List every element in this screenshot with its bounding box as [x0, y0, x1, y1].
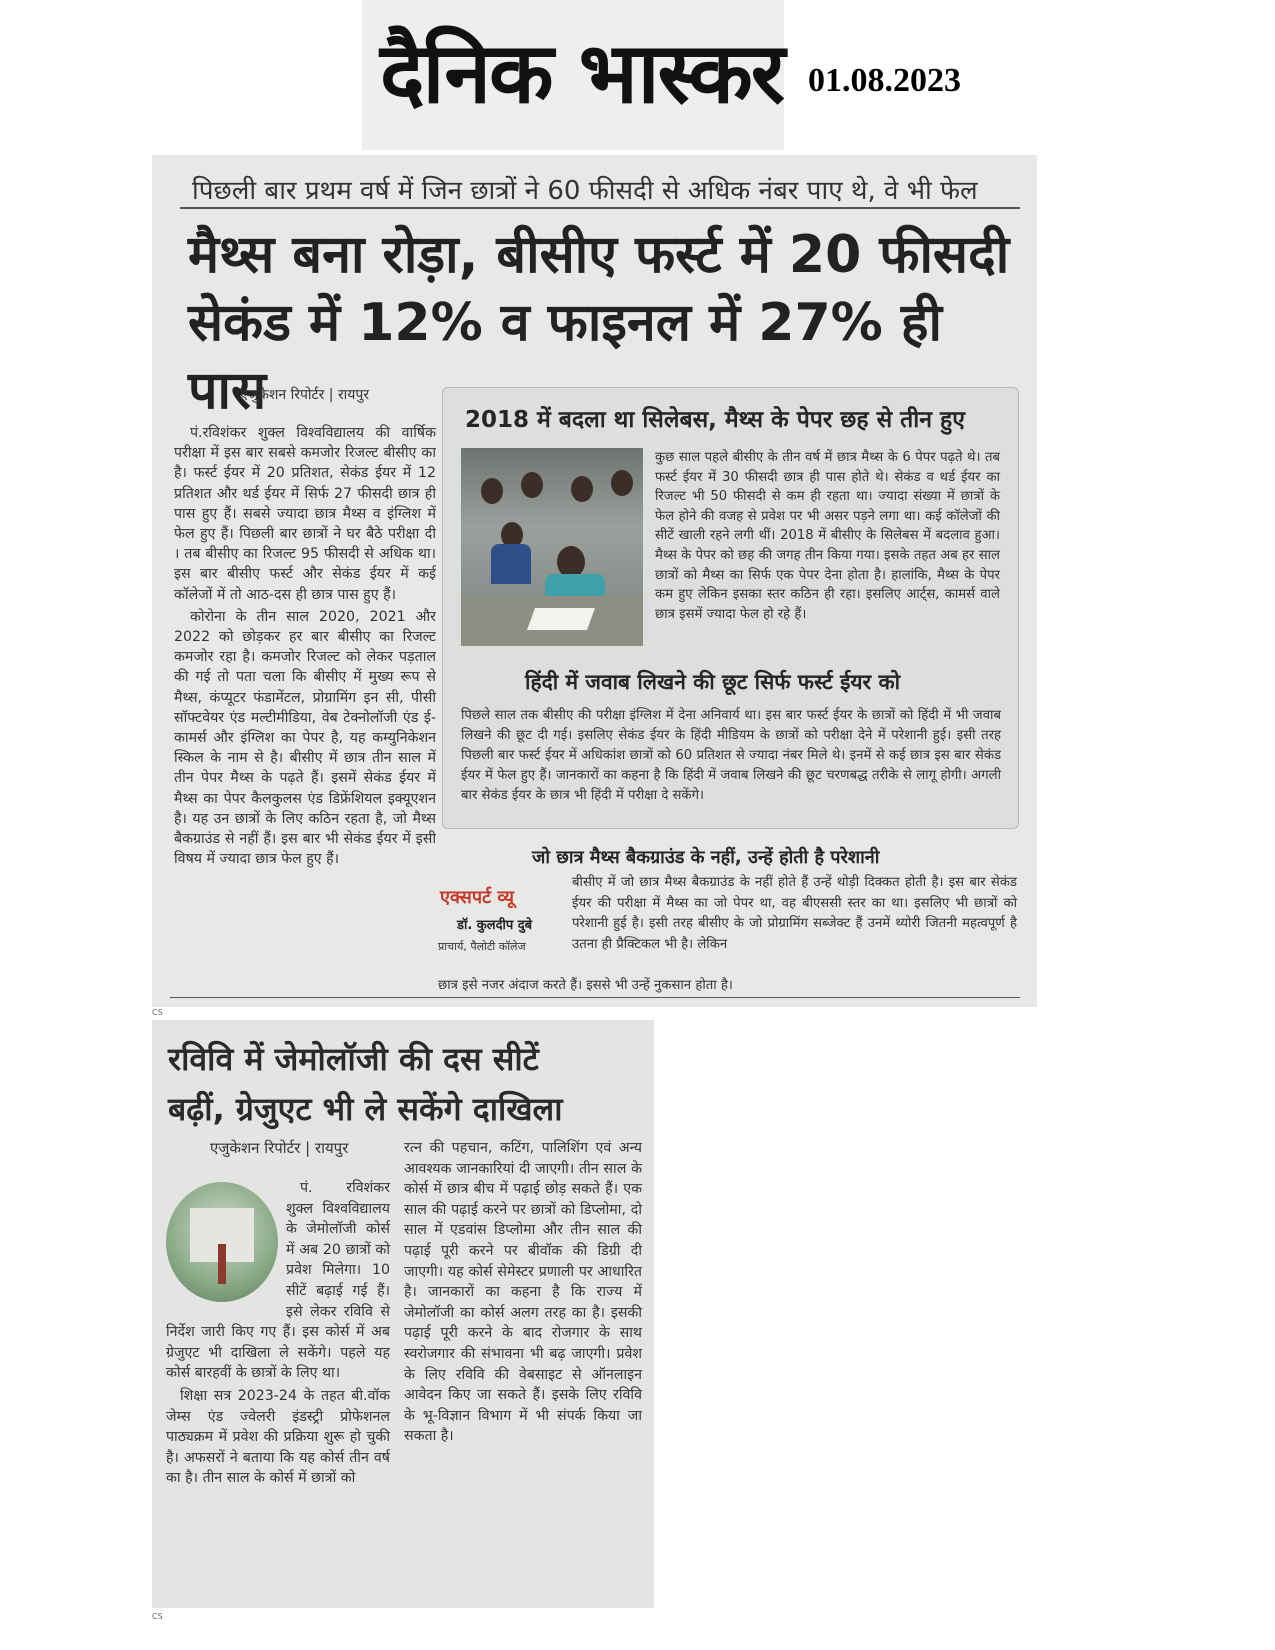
syllabus-box — [442, 387, 1019, 829]
maths-background-heading: जो छात्र मैथ्स बैकग्राउंड के नहीं, उन्हें होती है परेशानी — [532, 847, 880, 868]
hindi-heading: हिंदी में जवाब लिखने की छूट सिर्फ फर्स्ट ईयर को — [525, 670, 901, 694]
publication-date: 01.08.2023 — [808, 62, 961, 99]
paragraph: पं. रविशंकर शुक्ल विश्वविद्यालय के जेमोलॉजी कोर्स में अब 20 छात्रों को प्रवेश मिलेगा। 10 सीटें बढ़ाई गई हैं। इसे लेकर रविवि से निर्देश जारी किए गए हैं। इस कोर्स में अब ग्रेजुएट भी दाखिला ले सकेंगे। पहले यह कोर्स बारहवीं के छात्रों के लिए था। — [166, 1180, 390, 1382]
kicker: पिछली बार प्रथम वर्ष में जिन छात्रों ने 60 फीसदी से अधिक नंबर पाए थे, वे भी फेल — [192, 176, 978, 206]
headline-line-1: मैथ्स बना रोड़ा, बीसीए फर्स्ट में 20 फीसदी — [188, 225, 1010, 285]
news-clipping-gemology — [152, 1020, 654, 1608]
left-column — [166, 1178, 390, 1491]
byline: एजुकेशन रिपोर्टर | रायपुर — [210, 1139, 349, 1157]
headline-line-1: रविवि में जेमोलॉजी की दस सीटें — [168, 1040, 539, 1078]
paragraph: कोरोना के तीन साल 2020, 2021 और 2022 को छोड़कर हर बार बीसीए का रिजल्ट कमजोर रहा है। कमजोर रिजल्ट को लेकर पड़ताल की गई तो पता चला कि बीसीए में मुख्य रूप से मैथ्स, कंप्यूटर फंडामेंटल, प्रोग्रामिंग इन सी, पीसी सॉफ्टवेयर एंड मल्टीमीडिया, वेब टेक्नोलॉजी एंड ई-कामर्स और इंग्लिश का पेपर है, यह कम्युनिकेशन स्किल के नाम से है। बीसीए में छात्र तीन साल में तीन पेपर मैथ्स के पढ़ते हैं। इसमें सेकंड ईयर में मैथ्स का पेपर कैलकुलस एंड डिफ्रेंशियल इक्यूएशन है। यह उन छात्रों के लिए कठिन रहता है, जो मैथ्स बैकग्राउंड से नहीं हैं। इस बार भी सेकंड ईयर में इसी विषय में ज्यादा छात्र फेल हुए हैं। — [174, 608, 436, 868]
expert-name: डॉ. कुलदीप दुबे — [457, 918, 533, 933]
expert-body: बीसीए में जो छात्र मैथ्स बैकग्राउंड के नहीं होते हैं उन्हें थोड़ी दिक्कत होती है। इस बार सेकंड ईयर की परीक्षा में मैथ्स का जो पेपर था, वह बीएससी स्तर का था। इसलिए भी छात्रों को परेशानी हुई है। इसी तरह बीसीए के जो प्रोग्रामिंग सब्जेक्ट हैं उनमें थ्योरी जितनी महत्वपूर्ण है उतना ही प्रैक्टिकल भी है। लेकिन — [572, 875, 1017, 952]
byline: एजुकेशन रिपोर्टर | रायपुर — [240, 387, 370, 403]
syllabus-body: कुछ साल पहले बीसीए के तीन वर्ष में छात्र मैथ्स के 6 पेपर पढ़ते थे। तब फर्स्ट ईयर में 30 फीसदी छात्र ही पास होते थे। सेकंड व थर्ड ईयर का रिजल्ट भी 50 फीसदी से कम ही रहता था। ज्यादा संख्या में छात्रों के फेल होने की वजह से प्रवेश पर भी असर पड़ने लगा था। कई कॉलेजों की सीटें खाली रहने लगी थीं। 2018 में बीसीए के सिलेबस में बदलाव हुआ। मैथ्स के पेपर को छह की जगह तीन किया गया। इसके तहत अब हर साल छात्रों को मैथ्स का सिर्फ एक पेपर देना होता है। हालांकि, मैथ्स के पेपर कम हुए लेकिन इसका स्तर कठिन ही रहा। इसलिए आर्ट्स, कामर्स वाले छात्र इसमें ज्यादा फेल हो रहे हैं। — [655, 450, 1000, 622]
masthead — [362, 0, 784, 150]
scanner-mark: CS — [152, 1612, 163, 1621]
university-photo — [166, 1182, 278, 1302]
kicker-rule — [180, 207, 1020, 209]
scanner-mark: CS — [152, 1008, 163, 1017]
expert-view-tag: एक्सपर्ट व्यू — [440, 887, 514, 908]
newspaper-logo: दैनिक भास्कर — [380, 24, 784, 122]
right-column: रत्न की पहचान, कटिंग, पालिशिंग एवं अन्य आवश्यक जानकारियां दी जाएगी। तीन साल के कोर्स में छात्र बीच में पढ़ाई छोड़ सकते हैं। एक साल की पढ़ाई करने पर छात्रों को डिप्लोमा, दो साल में एडवांस डिप्लोमा और तीन साल की पढ़ाई पूरी करने पर बीवॉक की डिग्री दी जाएगी। यह कोर्स सेमेस्टर प्रणाली पर आधारित है। जानकारों का कहना है कि राज्य में जेमोलॉजी का कोर्स अलग तरह का है। इसकी पढ़ाई पूरी करने के बाद रोजगार के साथ स्वरोजगार की संभावना भी बढ़ जाएगी। प्रवेश के लिए रविवि की वेबसाइट से ऑनलाइन आवेदन किए जा सकते हैं। इसके लिए रविवि के भू-विज्ञान विभाग में भी संपर्क किया जा सकता है। — [404, 1140, 642, 1445]
expert-body-tail: छात्र इसे नजर अंदाज करते हैं। इससे भी उन्हें नुकसान होता है। — [438, 978, 733, 993]
bottom-rule — [170, 997, 1020, 998]
gemology-headline — [168, 1034, 648, 1134]
paragraph: शिक्षा सत्र 2023-24 के तहत बी.वॉक जेम्स एंड ज्वेलरी इंडस्ट्री प्रोफेशनल पाठ्यक्रम में प्रवेश की प्रक्रिया शुरू हो चुकी है। अफसरों ने बताया कि यह कोर्स तीन वर्ष का है। तीन साल के कोर्स में छात्रों को — [166, 1387, 390, 1487]
hindi-body: पिछले साल तक बीसीए की परीक्षा इंग्लिश में देना अनिवार्य था। इस बार फर्स्ट ईयर के छात्रों को हिंदी में भी जवाब लिखने की छूट दी गई। इसलिए सेकंड ईयर के हिंदी मीडियम के छात्रों को परीक्षा देने में परेशानी हुई। इसी तरह पिछली बार फर्स्ट ईयर में अधिकांश छात्रों को 60 प्रतिशत से ज्यादा नंबर मिले थे। इनमें से कई छात्र इस बार सेकंड ईयर में फेल हुए हैं। जानकारों का कहना है कि हिंदी में जवाब लिखने की छूट चरणबद्ध तरीके से लागू होगी। अगली बार सेकंड ईयर के छात्र भी हिंदी में परीक्षा दे सकेंगे। — [461, 708, 1001, 803]
paragraph: पं.रविशंकर शुक्ल विश्वविद्यालय की वार्षिक परीक्षा में इस बार सबसे कमजोर रिजल्ट बीसीए का है। फर्स्ट ईयर में 20 प्रतिशत, सेकंड ईयर में 12 प्रतिशत और थर्ड ईयर में सिर्फ 27 फीसदी छात्र ही पास हुए हैं। सबसे ज्यादा छात्र मैथ्स व इंग्लिश में फेल हुए हैं। पिछली बार छात्रों ने घर बैठे परीक्षा दी । तब बीसीए का रिजल्ट 95 फीसदी से अधिक था। इस बार बीसीए फर्स्ट और सेकंड ईयर में कई कॉलेजों में तो आठ-दस ही छात्र पास हुए हैं। — [174, 425, 436, 603]
syllabus-heading: 2018 में बदला था सिलेबस, मैथ्स के पेपर छह से तीन हुए — [465, 407, 965, 433]
expert-role: प्राचार्य, पैलोटी कॉलेज — [438, 940, 526, 953]
headline-line-2: बढ़ीं, ग्रेजुएट भी ले सकेंगे दाखिला — [168, 1090, 563, 1128]
news-clipping-bca-results — [152, 155, 1037, 1007]
left-column — [174, 423, 436, 983]
headline-line-2: सेकंड में 12% व फाइनल में 27% ही पास — [188, 293, 942, 421]
exam-hall-photo — [461, 448, 643, 646]
